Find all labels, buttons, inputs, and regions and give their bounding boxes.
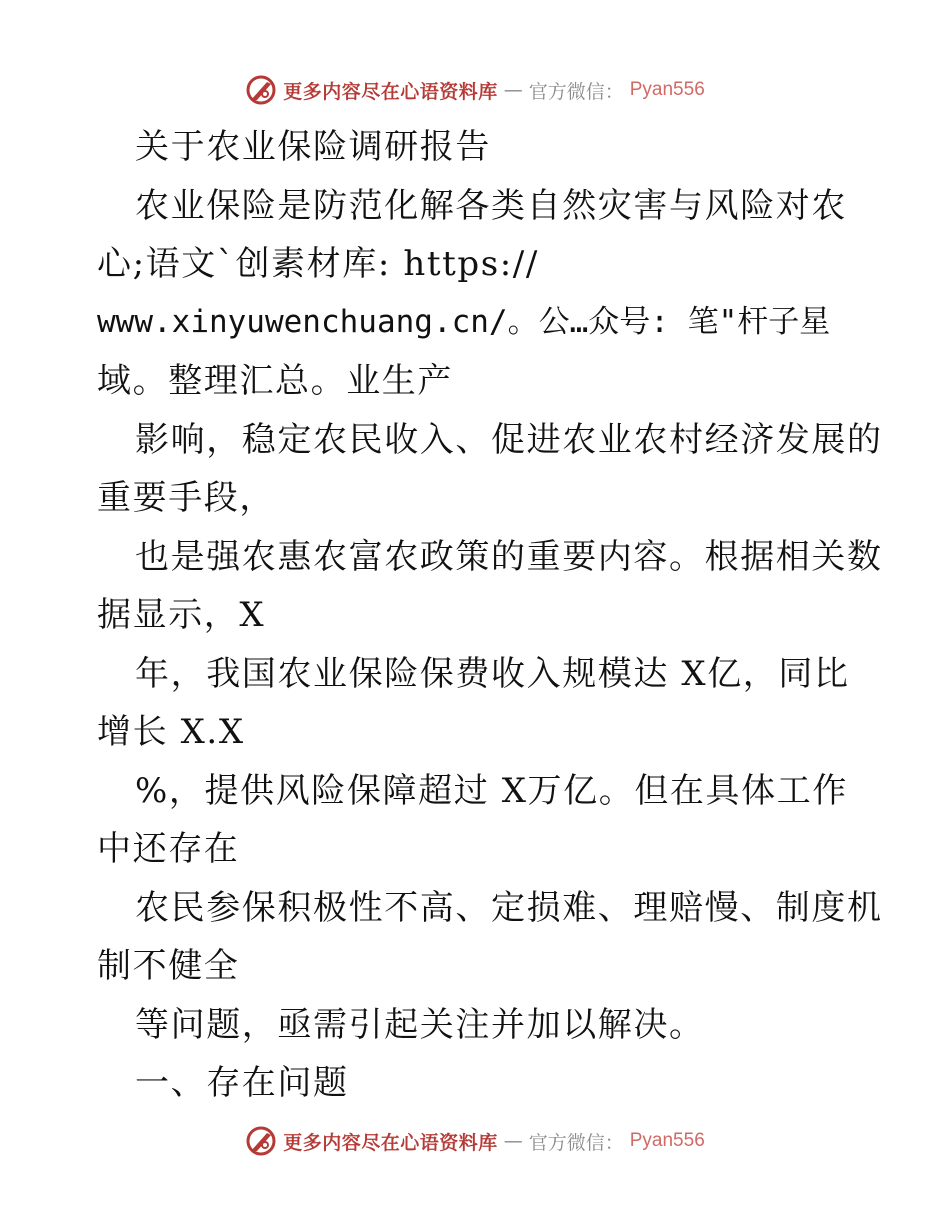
banner-brand-text: 更多内容尽在心语资料库 (283, 80, 498, 103)
paragraph-line: 增长 X.X (97, 712, 245, 752)
paragraph-line: 农民参保积极性不高、定损难、理赔慢、制度机 (135, 888, 883, 928)
paragraph-line: 域。整理汇总。业生产 (97, 361, 453, 401)
banner-official-label: 官方微信： (528, 1131, 624, 1154)
section-heading: 一、存在问题 (135, 1063, 349, 1103)
paragraph-line: 重要手段， (97, 478, 275, 518)
paragraph-line: 制不健全 (97, 946, 240, 986)
banner-account-id: Pyan556 (629, 79, 705, 100)
paragraph-line: 中还存在 (97, 829, 240, 869)
paragraph-line: 影响，稳定农民收入、促进农业农村经济发展的 (135, 420, 883, 460)
paragraph-line: www.xinyuwenchuang.cn/。公…众号: 笔"杆子星 (97, 304, 831, 340)
banner-brand-text: 更多内容尽在心语资料库 (283, 1131, 498, 1154)
paragraph-line: 等问题，亟需引起关注并加以解决。 (135, 1005, 705, 1045)
paragraph-line: %，提供风险保障超过 X万亿。但在具体工作 (135, 771, 848, 811)
paragraph-line: 也是强农惠农富农政策的重要内容。根据相关数 (135, 537, 883, 577)
document-title: 关于农业保险调研报告 (135, 127, 491, 167)
quill-seal-icon (245, 1125, 277, 1157)
footer-watermark-banner (0, 1121, 950, 1161)
paragraph-line: 心;语文`创素材库: https:// (97, 244, 539, 284)
paragraph-line: 年，我国农业保险保费收入规模达 X亿，同比 (135, 654, 850, 694)
paragraph-line: 农业保险是防范化解各类自然灾害与风险对农 (135, 186, 847, 226)
banner-separator: — (503, 1130, 523, 1152)
banner-separator: — (503, 79, 523, 101)
banner-account-id: Pyan556 (629, 1130, 705, 1151)
banner-official-label: 官方微信： (528, 80, 624, 103)
paragraph-line: 据显示，X (97, 595, 266, 635)
